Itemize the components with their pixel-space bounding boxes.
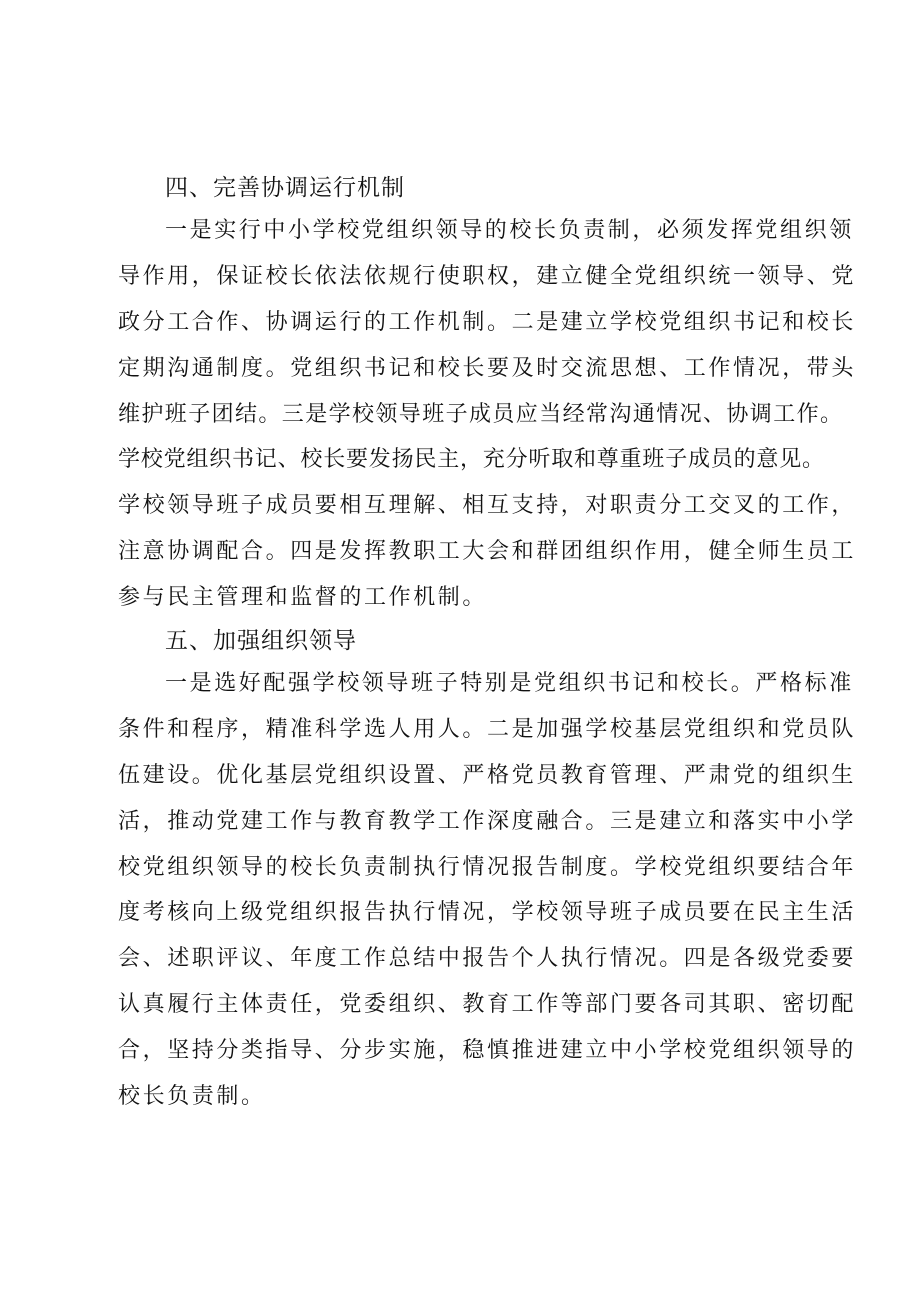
section-4-line: 维护班子团结。三是学校领导班子成员应当经常沟通情况、协调工作。	[118, 401, 844, 427]
section-4-line: 学校领导班子成员要相互理解、相互支持，对职责分工交叉的工作，	[118, 493, 857, 519]
document-body	[118, 168, 857, 1120]
section-4-line: 导作用，保证校长依法依规行使职权，建立健全党组织统一领导、党	[118, 263, 857, 289]
section-4-line: 定期沟通制度。党组织书记和校长要及时交流思想、工作情况，带头	[118, 355, 857, 381]
section-4-line: 注意协调配合。四是发挥教职工大会和群团组织作用，健全师生员工	[118, 539, 857, 565]
section-5-line: 校长负责制。	[118, 1084, 266, 1110]
section-5-line: 合，坚持分类指导、分步实施，稳慎推进建立中小学校党组织领导的	[118, 1038, 857, 1064]
section-4-paragraph	[118, 208, 857, 621]
section-5-line: 会、述职评议、年度工作总结中报告个人执行情况。四是各级党委要	[118, 946, 857, 972]
section-5-line: 认真履行主体责任，党委组织、教育工作等部门要各司其职、密切配	[118, 992, 857, 1018]
section-5-line: 条件和程序，精准科学选人用人。二是加强学校基层党组织和党员队	[118, 716, 857, 742]
section-5-line: 校党组织领导的校长负责制执行情况报告制度。学校党组织要结合年	[118, 854, 857, 880]
section-4-line: 学校党组织书记、校长要发扬民主，充分听取和尊重班子成员的意见。	[118, 447, 825, 473]
section-5-line: 伍建设。优化基层党组织设置、严格党员教育管理、严肃党的组织生	[118, 762, 857, 788]
section-5-paragraph	[118, 661, 857, 1120]
section-5-line: 度考核向上级党组织报告执行情况，学校领导班子成员要在民主生活	[118, 900, 857, 926]
section-4-line: 参与民主管理和监督的工作机制。	[118, 585, 488, 611]
section-4-line: 一是实行中小学校党组织领导的校长负责制，必须发挥党组织领	[165, 218, 854, 243]
section-4-heading: 四、完善协调运行机制	[165, 175, 405, 201]
section-5-line: 一是选好配强学校领导班子特别是党组织书记和校长。严格标准	[165, 671, 854, 697]
section-4-line: 政分工合作、协调运行的工作机制。二是建立学校党组织书记和校长	[118, 309, 857, 335]
section-5-heading: 五、加强组织领导	[165, 628, 357, 655]
section-5-line: 活，推动党建工作与教育教学工作深度融合。三是建立和落实中小学	[118, 808, 857, 834]
